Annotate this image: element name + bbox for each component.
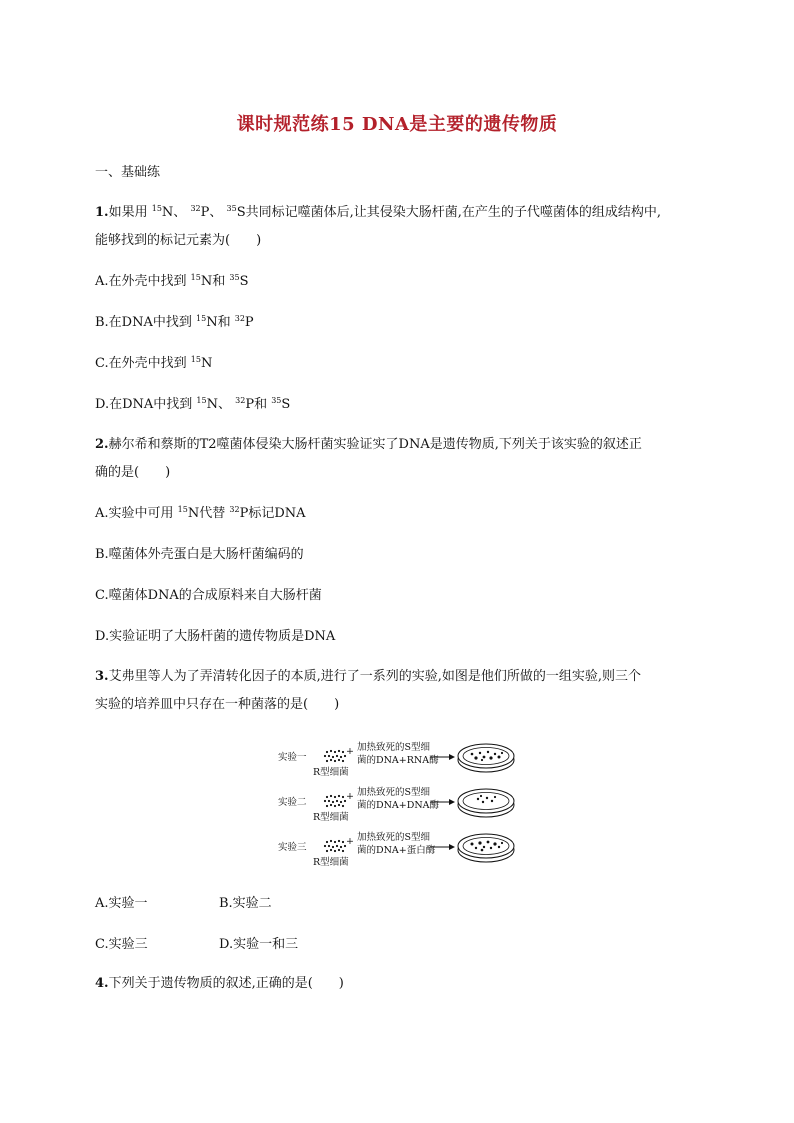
experiment-row-2 — [278, 786, 514, 823]
text: A.实验中可用 — [95, 506, 174, 521]
question-4-stem-line1 — [95, 974, 344, 994]
question-2-stem-line1 — [95, 435, 642, 455]
question-2-option-a — [95, 504, 306, 524]
text: P、 — [200, 205, 223, 220]
text: A.在外壳中找到 — [95, 274, 187, 289]
question-number: 1. — [95, 205, 109, 220]
plus-sign: + — [346, 746, 354, 757]
text: 艾弗里等人为了弄清转化因子的本质,进行了一系列的实验,如图是他们所做的一组实验,则三个 — [108, 669, 641, 684]
question-1-option-b — [95, 313, 254, 333]
text: 下列关于遗传物质的叙述,正确的是( ) — [108, 976, 344, 991]
text: N — [200, 356, 213, 371]
question-3-stem-line2: 实验的培养皿中只存在一种菌落的是( ) — [95, 697, 340, 712]
text: N、 — [206, 397, 231, 412]
question-3-option-b: B.实验二 — [219, 896, 272, 911]
question-2-option-b: B.噬菌体外壳蛋白是大肠杆菌编码的 — [95, 547, 304, 562]
text: S共同标记噬菌体后,让其侵染大肠杆菌,在产生的子代噬菌体的组成结构中, — [236, 205, 662, 220]
section-heading: 一、基础练 — [95, 165, 161, 180]
experiment-label: 实验二 — [278, 797, 307, 808]
treatment-line2: 菌的DNA+DNA酶 — [357, 800, 440, 811]
isotope-mass: 32 — [229, 505, 240, 514]
bacteria-label: R型细菌 — [313, 812, 349, 823]
treatment-line2: 菌的DNA+RNA酶 — [357, 755, 439, 766]
page-title: 课时规范练15 DNA是主要的遗传物质 — [236, 114, 558, 135]
question-number: 3. — [95, 669, 109, 684]
question-2-option-c: C.噬菌体DNA的合成原料来自大肠杆菌 — [95, 588, 322, 603]
isotope-mass: 15 — [190, 355, 201, 364]
question-3-option-a: A.实验一 — [95, 896, 148, 911]
isotope-mass: 15 — [196, 314, 207, 323]
plus-sign: + — [346, 836, 354, 847]
text: P — [244, 315, 254, 330]
text: C.在外壳中找到 — [95, 356, 187, 371]
text: N和 — [200, 274, 226, 289]
treatment-line1: 加热致死的S型细 — [357, 742, 431, 753]
text: P和 — [245, 397, 268, 412]
petri-dish-icon — [458, 789, 514, 817]
question-1-option-a — [95, 272, 248, 292]
experiment-label: 实验一 — [278, 752, 307, 763]
experiment-diagram — [275, 738, 520, 868]
question-1-stem-line1 — [95, 203, 661, 223]
text: 如果用 — [108, 205, 148, 220]
plus-sign: + — [346, 791, 354, 802]
question-number: 2. — [95, 437, 109, 452]
text: 赫尔希和蔡斯的T2噬菌体侵染大肠杆菌实验证实了DNA是遗传物质,下列关于该实验的叙述正 — [108, 437, 642, 452]
petri-dish-icon — [458, 744, 514, 772]
isotope-mass: 35 — [226, 204, 237, 213]
arrow-head-icon — [449, 844, 455, 850]
text: P标记DNA — [239, 506, 306, 521]
isotope-mass: 32 — [234, 314, 245, 323]
question-2-stem-line2: 确的是( ) — [95, 465, 171, 480]
isotope-mass: 35 — [229, 273, 240, 282]
text: B.在DNA中找到 — [95, 315, 192, 330]
question-1-stem-line2: 能够找到的标记元素为( ) — [95, 233, 262, 248]
isotope-mass: 15 — [190, 273, 201, 282]
question-1-option-d — [95, 395, 290, 415]
text: N和 — [206, 315, 231, 330]
experiment-label: 实验三 — [278, 842, 307, 853]
experiment-row-3 — [278, 831, 514, 868]
bacteria-dots — [324, 795, 346, 807]
bacteria-label: R型细菌 — [313, 767, 349, 778]
arrow-head-icon — [449, 799, 455, 805]
text: N代替 — [187, 506, 226, 521]
isotope-mass: 15 — [196, 396, 207, 405]
experiment-row-1 — [278, 741, 514, 778]
isotope-mass: 32 — [235, 396, 246, 405]
question-1-option-c — [95, 354, 212, 374]
question-3-options-row1 — [95, 894, 148, 914]
text: S — [239, 274, 249, 289]
text: S — [281, 397, 291, 412]
question-3-stem-line1 — [95, 667, 641, 687]
isotope-mass: 32 — [190, 204, 201, 213]
question-3-option-c: C.实验三 — [95, 937, 148, 952]
isotope-mass: 35 — [271, 396, 282, 405]
question-number: 4. — [95, 976, 109, 991]
treatment-line2: 菌的DNA+蛋白酶 — [357, 845, 436, 856]
bacteria-label: R型细菌 — [313, 857, 349, 868]
question-3-option-d: D.实验一和三 — [219, 937, 299, 952]
isotope-mass: 15 — [151, 204, 162, 213]
question-3-options-row2 — [95, 935, 148, 955]
text: D.在DNA中找到 — [95, 397, 193, 412]
experiment-figure — [275, 738, 520, 868]
bacteria-dots — [324, 750, 346, 762]
treatment-line1: 加热致死的S型细 — [357, 832, 431, 843]
text: N、 — [161, 205, 187, 220]
bacteria-dots — [324, 840, 346, 852]
arrow-head-icon — [449, 754, 455, 760]
treatment-line1: 加热致死的S型细 — [357, 787, 431, 798]
question-2-option-d: D.实验证明了大肠杆菌的遗传物质是DNA — [95, 629, 336, 644]
petri-dish-icon — [458, 834, 514, 862]
isotope-mass: 15 — [177, 505, 188, 514]
